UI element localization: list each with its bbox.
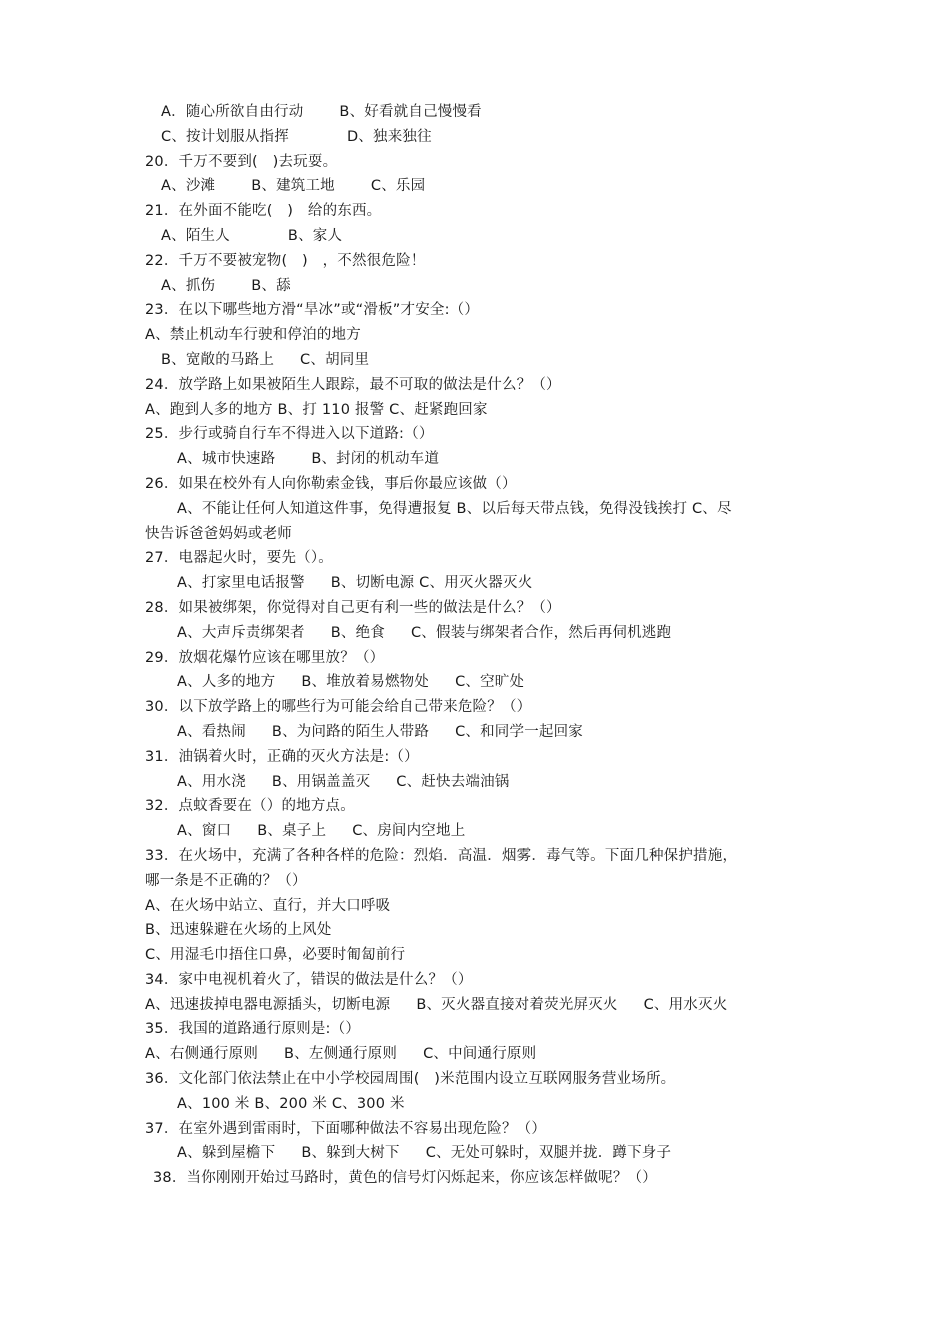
question-line xyxy=(145,373,815,398)
option-text: A、禁止机动车行驶和停泊的地方 xyxy=(145,327,361,344)
option-text: A、躲到屋檐下 xyxy=(177,1145,276,1162)
option-text: A、跑到人多的地方 B、打 110 报警 C、赶紧跑回家 xyxy=(145,401,488,418)
question-line xyxy=(145,1166,815,1191)
question-line xyxy=(145,546,815,571)
option-text: A、打家里电话报警 xyxy=(177,575,305,592)
question-text: 27．电器起火时，要先（）。 xyxy=(145,550,333,567)
option-line xyxy=(145,770,815,795)
option-text: C、用湿毛巾捂住口鼻，必要时匍匐前行 xyxy=(145,947,406,964)
question-line xyxy=(145,745,815,770)
option-text: B、绝食 xyxy=(330,624,385,641)
option-line xyxy=(145,398,815,423)
option-text: C、用水灭火 xyxy=(643,996,728,1013)
question-line xyxy=(145,1017,815,1042)
question-text: 20．千万不要到( )去玩耍。 xyxy=(145,153,338,170)
question-line xyxy=(145,422,815,447)
option-line xyxy=(145,348,815,373)
option-text: B、堆放着易燃物处 xyxy=(301,674,430,691)
option-line xyxy=(145,1141,815,1166)
option-text: B、好看就自己慢慢看 xyxy=(339,104,482,120)
option-text: B、宽敞的马路上 xyxy=(161,351,275,368)
option-text: B、家人 xyxy=(287,227,343,244)
option-text: A、大声斥责绑架者 xyxy=(177,624,305,641)
option-text: A、城市快速路 xyxy=(177,451,276,468)
option-text: B、为问路的陌生人带路 xyxy=(271,723,430,740)
option-text: A、人多的地方 xyxy=(177,674,276,691)
option-line xyxy=(145,274,815,299)
option-text: A、抓伤 xyxy=(161,277,216,294)
option-text: C、按计划服从指挥 xyxy=(161,128,289,145)
option-text: C、胡同里 xyxy=(300,351,370,368)
option-text: B、左侧通行原则 xyxy=(284,1046,398,1063)
option-text: B、封闭的机动车道 xyxy=(311,451,440,468)
option-text: D、独来独往 xyxy=(346,128,432,145)
option-text: B、桌子上 xyxy=(257,823,327,840)
question-text: 38．当你刚刚开始过马路时，黄色的信号灯闪烁起来，你应该怎样做呢？（） xyxy=(153,1170,657,1187)
option-text: B、用锅盖盖灭 xyxy=(271,773,371,790)
question-line xyxy=(145,298,815,323)
question-line xyxy=(145,199,815,224)
question-text: 24．放学路上如果被陌生人跟踪，最不可取的做法是什么？（） xyxy=(145,376,561,393)
question-line xyxy=(145,1117,815,1142)
question-line xyxy=(145,794,815,819)
option-line xyxy=(145,720,815,745)
option-line xyxy=(145,1042,815,1067)
question-text: 26．如果在校外有人向你勒索金钱，事后你最应该做（） xyxy=(145,475,517,492)
option-text: B、舔 xyxy=(251,277,291,294)
question-line xyxy=(145,472,815,497)
option-line xyxy=(145,224,815,249)
option-line xyxy=(145,522,815,547)
option-text: B、建筑工地 xyxy=(251,178,335,195)
question-text: 37．在室外遇到雷雨时，下面哪种做法不容易出现危险？（） xyxy=(145,1120,547,1137)
question-text: 31．油锅着火时，正确的灭火方法是:（） xyxy=(145,748,419,765)
option-line xyxy=(145,100,815,125)
option-text: C、空旷处 xyxy=(455,674,525,691)
option-text: A．随心所欲自由行动 xyxy=(161,104,304,120)
option-text: B、迅速躲避在火场的上风处 xyxy=(145,922,332,939)
question-text: 36．文化部门依法禁止在中小学校园周围( )米范围内设立互联网服务营业场所。 xyxy=(145,1071,676,1088)
question-text: 哪一条是不正确的？（） xyxy=(145,872,307,889)
question-text: 30．以下放学路上的哪些行为可能会给自己带来危险？（） xyxy=(145,699,532,716)
option-line xyxy=(145,894,815,919)
option-line xyxy=(145,323,815,348)
option-text: A、沙滩 xyxy=(161,178,216,195)
option-text: A、用水浇 xyxy=(177,773,246,790)
question-line xyxy=(145,968,815,993)
option-line xyxy=(145,1092,815,1117)
question-text: 28．如果被绑架，你觉得对自己更有利一些的做法是什么？（） xyxy=(145,599,561,616)
question-line xyxy=(145,596,815,621)
question-line xyxy=(145,249,815,274)
option-text: C、赶快去端油锅 xyxy=(396,773,510,790)
option-line xyxy=(145,670,815,695)
question-line xyxy=(145,695,815,720)
question-text: 21．在外面不能吃( ) 给的东西。 xyxy=(145,203,382,220)
question-line xyxy=(145,1067,815,1092)
option-line xyxy=(145,571,815,596)
option-text: B、切断电源 C、用灭火器灭火 xyxy=(330,575,533,592)
option-text: A、看热闹 xyxy=(177,723,246,740)
option-text: C、乐园 xyxy=(370,178,426,195)
option-text: C、房间内空地上 xyxy=(352,823,466,840)
question-line xyxy=(145,646,815,671)
option-line xyxy=(145,125,815,150)
option-line xyxy=(145,943,815,968)
option-line xyxy=(145,174,815,199)
option-line xyxy=(145,819,815,844)
option-text: B、躲到大树下 xyxy=(301,1145,400,1162)
option-line xyxy=(145,621,815,646)
question-text: 23．在以下哪些地方滑“旱冰”或“滑板”才安全:（） xyxy=(145,302,480,319)
question-list xyxy=(145,100,815,1191)
option-text: B、灭火器直接对着荧光屏灭火 xyxy=(416,996,618,1013)
option-text: A、右侧通行原则 xyxy=(145,1046,259,1063)
option-line xyxy=(145,447,815,472)
question-text: 33．在火场中，充满了各种各样的危险：烈焰．高温．烟雾．毒气等。下面几种保护措施， xyxy=(145,847,738,864)
option-text: A、迅速拔掉电器电源插头，切断电源 xyxy=(145,996,391,1013)
question-text: 32．点蚊香要在（）的地方点。 xyxy=(145,798,355,815)
option-line xyxy=(145,993,815,1018)
option-text: C、假装与绑架者合作，然后再伺机逃跑 xyxy=(410,624,672,641)
option-text: A、在火场中站立、直行，并大口呼吸 xyxy=(145,897,391,914)
option-text: C、和同学一起回家 xyxy=(455,723,584,740)
option-text: A、不能让任何人知道这件事，免得遭报复 B、以后每天带点钱，免得没钱挨打 C、尽 xyxy=(177,500,732,517)
option-text: 快告诉爸爸妈妈或老师 xyxy=(145,525,292,542)
question-text: 29．放烟花爆竹应该在哪里放？（） xyxy=(145,649,385,666)
question-text: 25．步行或骑自行车不得进入以下道路:（） xyxy=(145,426,434,443)
option-line xyxy=(145,497,815,522)
question-text: 22．千万不要被宠物( ) ，不然很危险！ xyxy=(145,252,426,269)
question-line xyxy=(145,844,815,869)
option-text: A、100 米 B、200 米 C、300 米 xyxy=(177,1095,405,1112)
option-line xyxy=(145,918,815,943)
question-line xyxy=(145,150,815,175)
question-text: 34．家中电视机着火了，错误的做法是什么？（） xyxy=(145,971,473,988)
option-text: C、中间通行原则 xyxy=(423,1046,537,1063)
question-line xyxy=(145,869,815,894)
option-text: C、无处可躲时，双腿并拢．蹲下身子 xyxy=(425,1145,672,1162)
option-text: A、窗口 xyxy=(177,823,232,840)
option-text: A、陌生人 xyxy=(161,227,230,244)
question-text: 35．我国的道路通行原则是:（） xyxy=(145,1021,361,1038)
